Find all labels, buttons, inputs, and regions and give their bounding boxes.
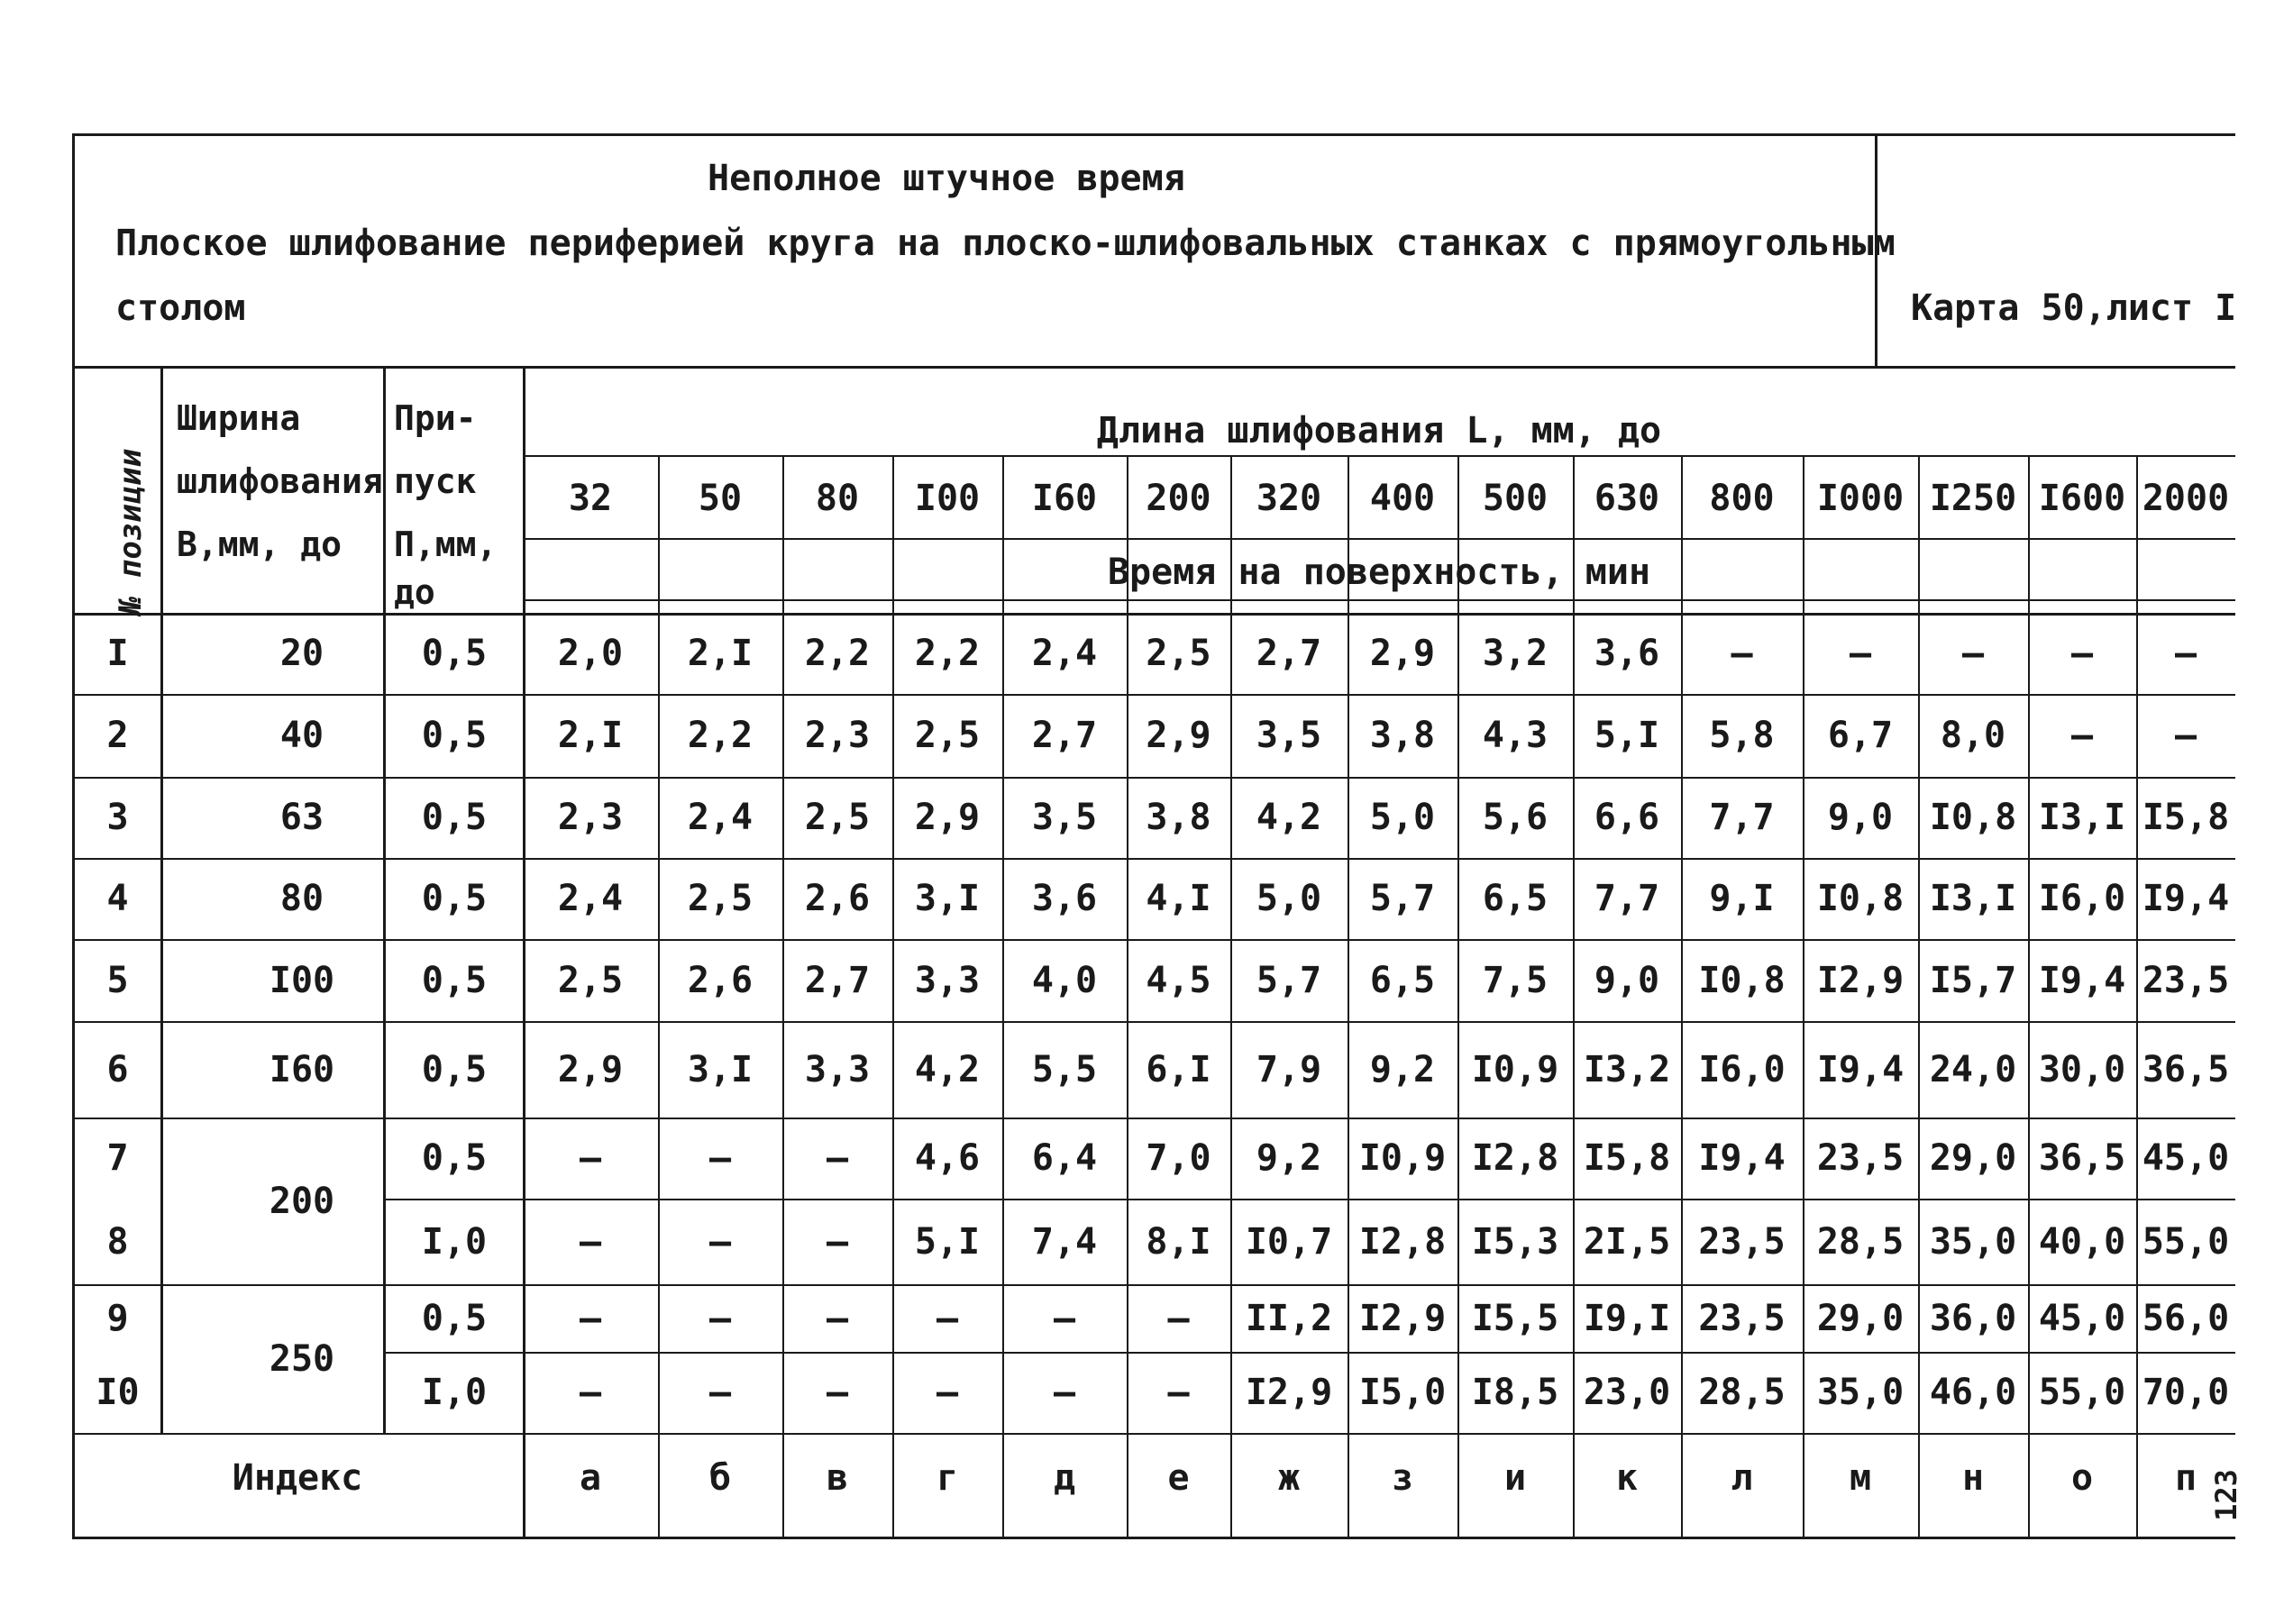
time-value-cell: 35,0 bbox=[1929, 1220, 2017, 1263]
time-value-cell: – bbox=[579, 1372, 602, 1413]
time-value-cell: 2,I bbox=[687, 633, 754, 674]
time-value-cell: 9,0 bbox=[1594, 959, 1660, 1001]
time-value-cell: 6,5 bbox=[1482, 878, 1549, 919]
time-value-cell: 2,2 bbox=[687, 715, 754, 756]
time-value-cell: 5,8 bbox=[1709, 715, 1775, 756]
time-value-cell: 2,2 bbox=[914, 633, 981, 674]
time-value-cell: 9,2 bbox=[1256, 1137, 1322, 1179]
length-heading: 500 bbox=[1482, 477, 1549, 519]
time-value-cell: – bbox=[1961, 633, 1985, 674]
document-subtitle: Плоское шлифование периферией круга на плоско-шлифовальных станках с прямоугольным bbox=[115, 223, 1896, 264]
position-column-header: № позиции bbox=[113, 448, 149, 615]
width-cell: I00 bbox=[269, 959, 335, 1001]
time-value-cell: I9,4 bbox=[2142, 878, 2230, 919]
time-value-cell: – bbox=[1849, 633, 1872, 674]
time-value-cell: 55,0 bbox=[2038, 1372, 2126, 1413]
page-number: 123 bbox=[2209, 1469, 2243, 1521]
time-value-cell: 4,6 bbox=[914, 1137, 981, 1179]
time-value-cell: 2,5 bbox=[1146, 633, 1211, 674]
index-letter-cell: ж bbox=[1277, 1457, 1301, 1499]
time-value-cell: 2,I bbox=[557, 715, 624, 756]
time-value-cell: 45,0 bbox=[2038, 1297, 2126, 1339]
time-value-cell: – bbox=[1053, 1297, 1076, 1339]
allowance-cell: 0,5 bbox=[421, 633, 488, 674]
time-value-cell: – bbox=[826, 1372, 849, 1413]
time-value-cell: – bbox=[826, 1297, 849, 1339]
time-value-cell: 36,5 bbox=[2038, 1137, 2126, 1179]
time-value-cell: – bbox=[2070, 633, 2094, 674]
time-value-cell: I9,4 bbox=[2038, 959, 2126, 1001]
time-value-cell: 30,0 bbox=[2038, 1048, 2126, 1090]
time-value-cell: I5,8 bbox=[1583, 1137, 1671, 1179]
time-value-cell: – bbox=[2070, 715, 2094, 756]
time-value-cell: I2,9 bbox=[1245, 1372, 1333, 1413]
time-value-cell: 4,2 bbox=[1256, 797, 1322, 838]
time-value-cell: 2,9 bbox=[1369, 633, 1436, 674]
time-value-cell: 2,0 bbox=[557, 633, 624, 674]
time-value-cell: 2,3 bbox=[804, 715, 871, 756]
time-value-cell: 9,0 bbox=[1827, 797, 1894, 838]
time-value-cell: 7,9 bbox=[1256, 1048, 1322, 1090]
time-value-cell: 46,0 bbox=[1929, 1372, 2017, 1413]
index-letter-cell: м bbox=[1849, 1457, 1872, 1499]
length-heading: I000 bbox=[1816, 477, 1905, 519]
allowance-header-line1: При- bbox=[394, 398, 477, 438]
time-value-cell: I6,0 bbox=[2038, 878, 2126, 919]
position-cell: 2 bbox=[106, 715, 129, 756]
length-heading: 320 bbox=[1256, 477, 1322, 519]
width-cell: 250 bbox=[269, 1337, 335, 1380]
index-letter-cell: к bbox=[1615, 1457, 1639, 1499]
time-value-cell: 7,7 bbox=[1594, 878, 1660, 919]
time-value-cell: 9,I bbox=[1709, 878, 1775, 919]
time-value-cell: – bbox=[936, 1372, 959, 1413]
time-value-cell: 23,5 bbox=[2142, 959, 2230, 1001]
time-value-cell: 2I,5 bbox=[1583, 1220, 1671, 1263]
time-value-cell: 2,4 bbox=[1031, 633, 1098, 674]
time-value-cell: 45,0 bbox=[2142, 1137, 2230, 1179]
time-value-cell: 6,7 bbox=[1827, 715, 1894, 756]
time-value-cell: 8,I bbox=[1146, 1220, 1211, 1263]
document-title: Неполное штучное время bbox=[708, 158, 1185, 199]
time-value-cell: 6,6 bbox=[1594, 797, 1660, 838]
time-value-cell: 9,2 bbox=[1369, 1048, 1436, 1090]
time-value-cell: – bbox=[2174, 715, 2197, 756]
index-letter-cell: а bbox=[579, 1457, 602, 1499]
length-heading: 800 bbox=[1709, 477, 1775, 519]
time-value-cell: 40,0 bbox=[2038, 1220, 2126, 1263]
time-value-cell: – bbox=[936, 1297, 959, 1339]
time-value-cell: – bbox=[1167, 1297, 1190, 1339]
allowance-header-line4: до bbox=[394, 572, 435, 612]
time-value-cell: 2,7 bbox=[804, 959, 871, 1001]
time-value-cell: 28,5 bbox=[1816, 1220, 1905, 1263]
index-letter-cell: о bbox=[2070, 1457, 2094, 1499]
index-letter-cell: н bbox=[1961, 1457, 1985, 1499]
time-value-cell: – bbox=[1167, 1372, 1190, 1413]
grid-top-border bbox=[72, 133, 2235, 136]
length-heading: 2000 bbox=[2142, 477, 2230, 519]
width-cell: 80 bbox=[279, 878, 324, 919]
length-heading: I250 bbox=[1929, 477, 2017, 519]
width-header-line1: Ширина bbox=[177, 398, 301, 438]
time-value-cell: 5,I bbox=[1594, 715, 1660, 756]
time-value-cell: – bbox=[2174, 633, 2197, 674]
index-letter-cell: и bbox=[1503, 1457, 1527, 1499]
allowance-cell: 0,5 bbox=[421, 715, 488, 756]
time-value-cell: 24,0 bbox=[1929, 1048, 2017, 1090]
time-value-cell: I9,I bbox=[1583, 1297, 1671, 1339]
position-cell: 7 bbox=[106, 1137, 129, 1179]
time-value-cell: 2,9 bbox=[557, 1048, 624, 1090]
time-value-cell: 4,0 bbox=[1031, 959, 1098, 1001]
length-heading: I00 bbox=[914, 477, 981, 519]
time-value-cell: I3,2 bbox=[1583, 1048, 1671, 1090]
time-value-cell: I9,4 bbox=[1698, 1137, 1786, 1179]
time-value-cell: 6,5 bbox=[1369, 959, 1436, 1001]
row-divider-10 bbox=[72, 1433, 2235, 1435]
time-value-cell: 2,6 bbox=[687, 959, 754, 1001]
width-cell: 63 bbox=[279, 797, 324, 838]
allowance-cell: I,0 bbox=[421, 1220, 488, 1263]
time-value-cell: – bbox=[579, 1297, 602, 1339]
position-cell: 5 bbox=[106, 959, 129, 1001]
allowance-cell: 0,5 bbox=[421, 1048, 488, 1090]
time-value-cell: 2,4 bbox=[687, 797, 754, 838]
position-cell: 8 bbox=[106, 1220, 129, 1263]
index-letter-cell: в bbox=[826, 1457, 849, 1499]
index-letter-cell: з bbox=[1391, 1457, 1414, 1499]
time-value-cell: 23,5 bbox=[1698, 1297, 1786, 1339]
time-value-cell: 5,0 bbox=[1256, 878, 1322, 919]
index-letter-cell: л bbox=[1731, 1457, 1753, 1499]
allowance-header-line3: П,мм, bbox=[394, 525, 498, 564]
document-subtitle-continued: столом bbox=[115, 287, 246, 329]
position-cell: I0 bbox=[96, 1372, 140, 1413]
time-value-cell: – bbox=[708, 1137, 732, 1179]
length-heading: 32 bbox=[568, 477, 613, 519]
position-cell: 9 bbox=[106, 1297, 129, 1339]
time-header: Время на поверхность, мин bbox=[1107, 552, 1651, 593]
time-value-cell: 6,4 bbox=[1031, 1137, 1098, 1179]
time-value-cell: 28,5 bbox=[1698, 1372, 1786, 1413]
time-value-cell: 29,0 bbox=[1816, 1297, 1905, 1339]
allowance-cell: 0,5 bbox=[421, 797, 488, 838]
time-value-cell: I0,8 bbox=[1929, 797, 2017, 838]
time-value-cell: 8,0 bbox=[1940, 715, 2006, 756]
width-header-line3: В,мм, до bbox=[177, 525, 343, 564]
length-heading: I60 bbox=[1031, 477, 1098, 519]
time-value-cell: 3,2 bbox=[1482, 633, 1549, 674]
length-heading: 200 bbox=[1146, 477, 1211, 519]
time-value-cell: 5,7 bbox=[1369, 878, 1436, 919]
time-value-cell: – bbox=[708, 1220, 732, 1263]
time-value-cell: 55,0 bbox=[2142, 1220, 2230, 1263]
length-heading: 400 bbox=[1369, 477, 1436, 519]
length-heading: 50 bbox=[698, 477, 743, 519]
time-value-cell: I5,5 bbox=[1471, 1297, 1559, 1339]
time-value-cell: 23,0 bbox=[1583, 1372, 1671, 1413]
position-cell: I bbox=[106, 633, 129, 674]
time-value-cell: 7,0 bbox=[1146, 1137, 1211, 1179]
length-heading: I600 bbox=[2038, 477, 2126, 519]
length-heading: 80 bbox=[815, 477, 860, 519]
position-cell: 6 bbox=[106, 1048, 129, 1090]
width-cell: 40 bbox=[279, 715, 324, 756]
time-value-cell: 5,I bbox=[914, 1220, 981, 1263]
time-value-cell: 5,6 bbox=[1482, 797, 1549, 838]
time-value-cell: – bbox=[1731, 633, 1753, 674]
time-value-cell: 6,I bbox=[1146, 1048, 1211, 1090]
time-value-cell: 7,7 bbox=[1709, 797, 1775, 838]
time-value-cell: 4,3 bbox=[1482, 715, 1549, 756]
lengths-row-divider bbox=[523, 538, 2235, 540]
index-letter-cell: б bbox=[708, 1457, 732, 1499]
time-value-cell: 3,6 bbox=[1594, 633, 1660, 674]
time-value-cell: 3,I bbox=[914, 878, 981, 919]
time-value-cell: 23,5 bbox=[1816, 1137, 1905, 1179]
time-value-cell: – bbox=[1053, 1372, 1076, 1413]
time-value-cell: 3,5 bbox=[1256, 715, 1322, 756]
time-value-cell: – bbox=[579, 1220, 602, 1263]
time-value-cell: 3,8 bbox=[1146, 797, 1211, 838]
time-value-cell: 3,3 bbox=[804, 1048, 871, 1090]
time-value-cell: I5,3 bbox=[1471, 1220, 1559, 1263]
position-cell: 4 bbox=[106, 878, 129, 919]
time-value-cell: I2,9 bbox=[1816, 959, 1905, 1001]
time-value-cell: I5,7 bbox=[1929, 959, 2017, 1001]
index-letter-cell: е bbox=[1167, 1457, 1190, 1499]
time-value-cell: 35,0 bbox=[1816, 1372, 1905, 1413]
position-cell: 3 bbox=[106, 797, 129, 838]
time-value-cell: 5,5 bbox=[1031, 1048, 1098, 1090]
time-value-cell: I2,8 bbox=[1358, 1220, 1447, 1263]
time-value-cell: 2,3 bbox=[557, 797, 624, 838]
length-heading: 630 bbox=[1594, 477, 1660, 519]
time-value-cell: – bbox=[826, 1137, 849, 1179]
allowance-cell: I,0 bbox=[421, 1372, 488, 1413]
time-value-cell: 3,I bbox=[687, 1048, 754, 1090]
allowance-cell: 0,5 bbox=[421, 1137, 488, 1179]
time-value-cell: 3,3 bbox=[914, 959, 981, 1001]
time-value-cell: I9,4 bbox=[1816, 1048, 1905, 1090]
width-cell: I60 bbox=[269, 1048, 335, 1090]
time-value-cell: 2,7 bbox=[1031, 715, 1098, 756]
time-value-cell: 4,I bbox=[1146, 878, 1211, 919]
card-label: Карта 50,лист I bbox=[1911, 287, 2237, 329]
time-value-cell: I3,I bbox=[2038, 797, 2126, 838]
allowance-cell: 0,5 bbox=[421, 959, 488, 1001]
time-value-cell: 7,4 bbox=[1031, 1220, 1098, 1263]
index-letter-cell: д bbox=[1053, 1457, 1076, 1499]
time-header-divider bbox=[523, 599, 2235, 601]
time-value-cell: 2,5 bbox=[557, 959, 624, 1001]
time-value-cell: 2,6 bbox=[804, 878, 871, 919]
allowance-header-line2: пуск bbox=[394, 461, 477, 501]
time-value-cell: – bbox=[579, 1137, 602, 1179]
width-cell: 20 bbox=[279, 633, 324, 674]
time-value-cell: I0,9 bbox=[1471, 1048, 1559, 1090]
time-value-cell: 2,5 bbox=[914, 715, 981, 756]
time-value-cell: I0,7 bbox=[1245, 1220, 1333, 1263]
time-value-cell: 70,0 bbox=[2142, 1372, 2230, 1413]
time-value-cell: I5,8 bbox=[2142, 797, 2230, 838]
time-value-cell: 56,0 bbox=[2142, 1297, 2230, 1339]
time-value-cell: – bbox=[708, 1297, 732, 1339]
time-value-cell: 3,6 bbox=[1031, 878, 1098, 919]
allowance-cell: 0,5 bbox=[421, 878, 488, 919]
time-value-cell: 2,7 bbox=[1256, 633, 1322, 674]
width-cell: 200 bbox=[269, 1180, 335, 1222]
time-value-cell: 2,9 bbox=[1146, 715, 1211, 756]
time-value-cell: 36,5 bbox=[2142, 1048, 2230, 1090]
index-label: Индекс bbox=[232, 1457, 363, 1499]
width-header-line2: шлифования bbox=[177, 461, 383, 501]
time-value-cell: I2,9 bbox=[1358, 1297, 1447, 1339]
time-value-cell: I0,9 bbox=[1358, 1137, 1447, 1179]
time-value-cell: 2,9 bbox=[914, 797, 981, 838]
time-value-cell: – bbox=[826, 1220, 849, 1263]
time-value-cell: I2,8 bbox=[1471, 1137, 1559, 1179]
time-value-cell: 2,5 bbox=[687, 878, 754, 919]
length-header: Длина шлифования L, мм, до bbox=[1096, 410, 1662, 452]
time-value-cell: 4,5 bbox=[1146, 959, 1211, 1001]
index-letter-cell: г bbox=[936, 1457, 959, 1499]
grid-bottom-border bbox=[72, 1537, 2235, 1539]
time-value-cell: 4,2 bbox=[914, 1048, 981, 1090]
time-value-cell: I5,0 bbox=[1358, 1372, 1447, 1413]
time-value-cell: 5,7 bbox=[1256, 959, 1322, 1001]
time-value-cell: 7,5 bbox=[1482, 959, 1549, 1001]
time-value-cell: 29,0 bbox=[1929, 1137, 2017, 1179]
time-value-cell: 2,4 bbox=[557, 878, 624, 919]
time-value-cell: I0,8 bbox=[1698, 959, 1786, 1001]
time-value-cell: – bbox=[708, 1372, 732, 1413]
time-value-cell: 5,0 bbox=[1369, 797, 1436, 838]
index-letter-cell: п bbox=[2174, 1457, 2197, 1499]
time-value-cell: 2,2 bbox=[804, 633, 871, 674]
time-value-cell: 36,0 bbox=[1929, 1297, 2017, 1339]
time-value-cell: 3,8 bbox=[1369, 715, 1436, 756]
allowance-cell: 0,5 bbox=[421, 1297, 488, 1339]
time-value-cell: II,2 bbox=[1245, 1297, 1333, 1339]
time-value-cell: 23,5 bbox=[1698, 1220, 1786, 1263]
time-value-cell: 2,5 bbox=[804, 797, 871, 838]
time-value-cell: 3,5 bbox=[1031, 797, 1098, 838]
time-value-cell: I8,5 bbox=[1471, 1372, 1559, 1413]
time-value-cell: I6,0 bbox=[1698, 1048, 1786, 1090]
time-value-cell: I0,8 bbox=[1816, 878, 1905, 919]
header-bottom-border bbox=[72, 366, 2235, 369]
time-value-cell: I3,I bbox=[1929, 878, 2017, 919]
